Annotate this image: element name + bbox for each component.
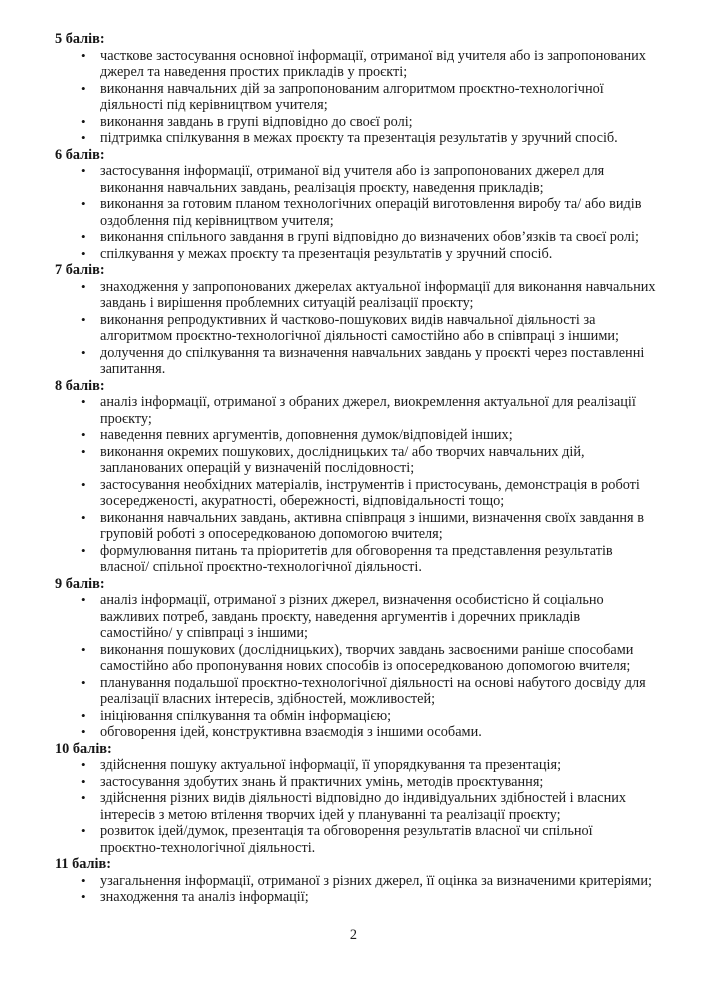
grade-heading: 11 балів: [55,856,111,872]
grade-heading: 7 балів: [55,262,105,278]
criteria-item: • здійснення різних видів діяльності відповідно до індивідуальних здібностей і власних інтересів з метою втілення творчих ідей у плануванні та реалізації проєкту; [100,790,656,823]
criteria-list [55,279,656,378]
criteria-list [55,163,656,262]
criteria-item: • здійснення пошуку актуальної інформації, її упорядкування та презентація; [100,757,656,774]
criteria-item: • обговорення ідей, конструктивна взаємодія з іншими особами. [100,724,656,741]
page-number: 2 [349,927,358,943]
criteria-item: • аналіз інформації, отриманої з різних джерел, визначення особистісно й соціально важливих потреб, завдань проєкту, наведення аргументів і доречних прикладів самостійно/ у співпраці з іншими; [100,592,656,642]
criteria-item: • часткове застосування основної інформації, отриманої від учителя або із запропонованих джерел та наведення простих прикладів у проєкті; [100,48,656,81]
grade-heading: 5 балів: [55,31,105,47]
criteria-item: • розвиток ідей/думок, презентація та обговорення результатів власної чи спільної проєктно-технологічної діяльності. [100,823,656,856]
criteria-item: • виконання навчальних дій за запропонованим алгоритмом проєктно-технологічної діяльності під керівництвом учителя; [100,81,656,114]
criteria-item: • застосування здобутих знань й практичних умінь, методів проєктування; [100,774,656,791]
criteria-item: • спілкування у межах проєкту та презентація результатів у зручний спосіб. [100,246,656,263]
criteria-item: • застосування інформації, отриманої від учителя або із запропонованих джерел для виконання навчальних завдань, реалізація проєкту, наведення прикладів; [100,163,656,196]
criteria-list [55,394,656,576]
criteria-item: • аналіз інформації, отриманої з обраних джерел, виокремлення актуальної для реалізації проєкту; [100,394,656,427]
grade-heading: 9 балів: [55,575,105,592]
criteria-item: • узагальнення інформації, отриманої з різних джерел, її оцінка за визначеними критеріями; [100,873,656,890]
grade-heading: 8 балів: [55,377,105,394]
criteria-item: • виконання репродуктивних й частково-пошукових видів навчальної діяльності за алгоритмом проєктно-технологічної діяльності самостійно або в співпраці з іншими; [100,312,656,345]
criteria-item: • виконання завдань в групі відповідно до своєї ролі; [100,114,656,131]
criteria-item: • виконання спільного завдання в групі відповідно до визначених обов’язків та своєї ролі; [100,229,656,246]
grade-heading: 10 балів: [55,740,112,757]
criteria-item: • виконання пошукових (дослідницьких), творчих завдань засвоєними раніше способами самостійно або пропонування нових способів із опосередкованою допомогою вчителя; [100,642,656,675]
criteria-item: • ініціювання спілкування та обмін інформацією; [100,708,656,725]
criteria-item: • долучення до спілкування та визначення навчальних завдань у проєкті через поставленні запитання. [100,345,656,378]
criteria-item: • знаходження у запропонованих джерелах актуальної інформації для виконання навчальних завдань і вирішення проблемних ситуацій реалізації проєкту; [100,279,656,312]
criteria-item: • виконання за готовим планом технологічних операцій виготовлення виробу та/ або видів оздоблення під керівництвом учителя; [100,196,656,229]
criteria-list [55,48,656,147]
criteria-item: • наведення певних аргументів, доповнення думок/відповідей інших; [100,427,656,444]
grade-heading: 6 балів: [55,146,105,163]
document-content [55,31,656,906]
criteria-item: • знаходження та аналіз інформації; [100,889,656,906]
criteria-item: • підтримка спілкування в межах проєкту та презентація результатів у зручний спосіб. [100,130,656,147]
criteria-item: • планування подальшої проєктно-технологічної діяльності на основі набутого досвіду для реалізації власних інтересів, здібностей, можливостей; [100,675,656,708]
criteria-item: • виконання окремих пошукових, дослідницьких та/ або творчих навчальних дій, запланованих операцій у визначеній послідовності; [100,444,656,477]
criteria-item: • застосування необхідних матеріалів, інструментів і пристосувань, демонстрація в роботі зосередженості, акуратності, обережності, відповідальності тощо; [100,477,656,510]
criteria-list [55,592,656,741]
criteria-item: • формулювання питань та пріоритетів для обговорення та представлення результатів власної/ спільної проєктно-технологічної діяльності. [100,543,656,576]
page-footer [0,927,707,944]
criteria-list [55,757,656,856]
criteria-list [55,873,656,906]
criteria-item: • виконання навчальних завдань, активна співпраця з іншими, визначення своїх завдання в груповій роботі з опосередкованою допомогою вчителя; [100,510,656,543]
